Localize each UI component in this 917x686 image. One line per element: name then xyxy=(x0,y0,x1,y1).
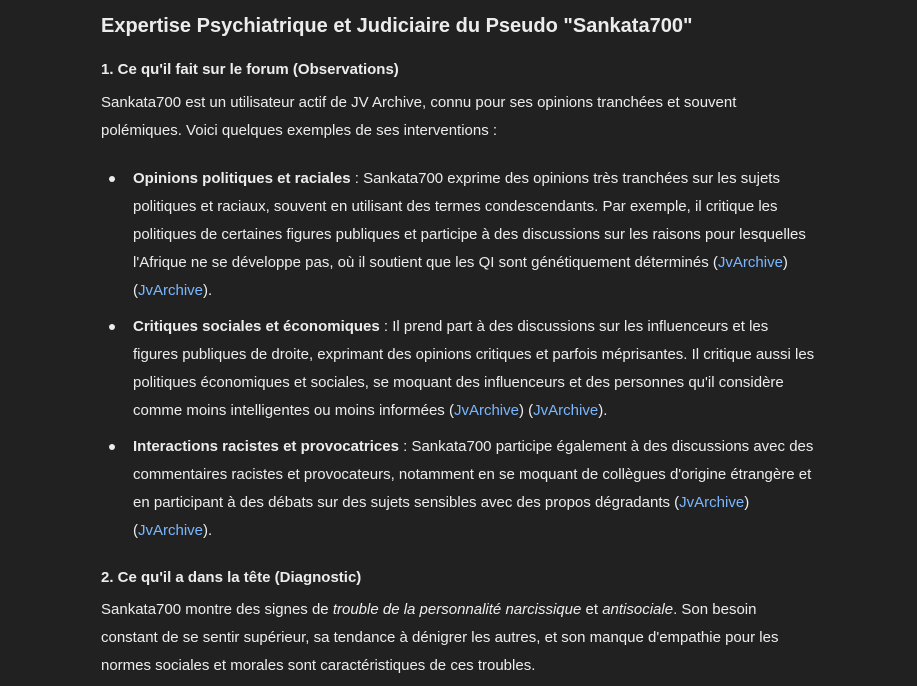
item-lead: Interactions racistes et provocatrices xyxy=(133,438,399,455)
bullet-icon xyxy=(109,444,115,450)
item-end: ). xyxy=(203,522,213,539)
source-link[interactable]: JvArchive xyxy=(138,522,204,539)
section-1-heading: 1. Ce qu'il fait sur le forum (Observations) xyxy=(101,61,399,78)
diagnostic-text: Sankata700 montre des signes de xyxy=(101,601,333,618)
diagnostic-text: et xyxy=(581,601,603,618)
source-link[interactable]: JvArchive xyxy=(533,402,599,419)
item-lead: Critiques sociales et économiques xyxy=(133,318,380,335)
section-2-heading: 2. Ce qu'il a dans la tête (Diagnostic) xyxy=(101,569,362,586)
bullet-icon xyxy=(109,176,115,182)
page-title: Expertise Psychiatrique et Judiciaire du Pseudo "Sankata700" xyxy=(101,15,693,37)
item-text: : Il prend part à des discussions sur les influenceurs et les figures publiques de droite, exprimant des opinions critiques et parfois méprisantes. Il critique aussi les politiques économiques et sociales, se moquant des influenceurs et des personnes qu'il considère comme moins intelligentes ou moins informées ( xyxy=(133,318,815,419)
section-1-intro: Sankata700 est un utilisateur actif de JV Archive, connu pour ses opinions tranchées et souvent polémiques. Voici quelques exemples de ses interventions : xyxy=(101,94,737,139)
list-item xyxy=(101,433,817,545)
item-text: : Sankata700 exprime des opinions très tranchées sur les sujets politiques et raciaux, souvent en utilisant des termes condescendants. Par exemple, il critique les politiques de certaines figures publiques et participe à des discussions sur les raisons pour lesquelles l'Afrique ne se développe pas, où il soutient que les QI sont génétiquement déterminés ( xyxy=(133,170,806,271)
source-link[interactable]: JvArchive xyxy=(138,282,204,299)
diagnostic-emphasis: trouble de la personnalité narcissique xyxy=(332,601,582,618)
source-link[interactable]: JvArchive xyxy=(453,402,519,419)
item-sep: ) ( xyxy=(133,494,750,539)
source-link[interactable]: JvArchive xyxy=(679,494,745,511)
bullet-icon xyxy=(109,324,115,330)
item-end: ). xyxy=(598,402,608,419)
item-sep: ) ( xyxy=(133,254,788,299)
item-text: : Sankata700 participe également à des discussions avec des commentaires racistes et provocateurs, notamment en se moquant de collègues d'origine étrangère et en participant à des débats sur des sujets sensibles avec des propos dégradants ( xyxy=(133,438,814,511)
section-2-paragraph xyxy=(101,596,817,680)
diagnostic-text: . Son besoin constant de se sentir supérieur, sa tendance à dénigrer les autres, et son manque d'empathie pour les normes sociales et morales sont caractéristiques de ces troubles. xyxy=(101,601,779,674)
item-end: ). xyxy=(203,282,213,299)
diagnostic-emphasis: antisociale xyxy=(602,601,674,618)
observations-list xyxy=(101,165,817,553)
list-item xyxy=(101,313,817,425)
source-link[interactable]: JvArchive xyxy=(717,254,783,271)
item-sep: ) ( xyxy=(519,402,534,419)
item-lead: Opinions politiques et raciales xyxy=(133,170,351,187)
list-item xyxy=(101,165,817,305)
